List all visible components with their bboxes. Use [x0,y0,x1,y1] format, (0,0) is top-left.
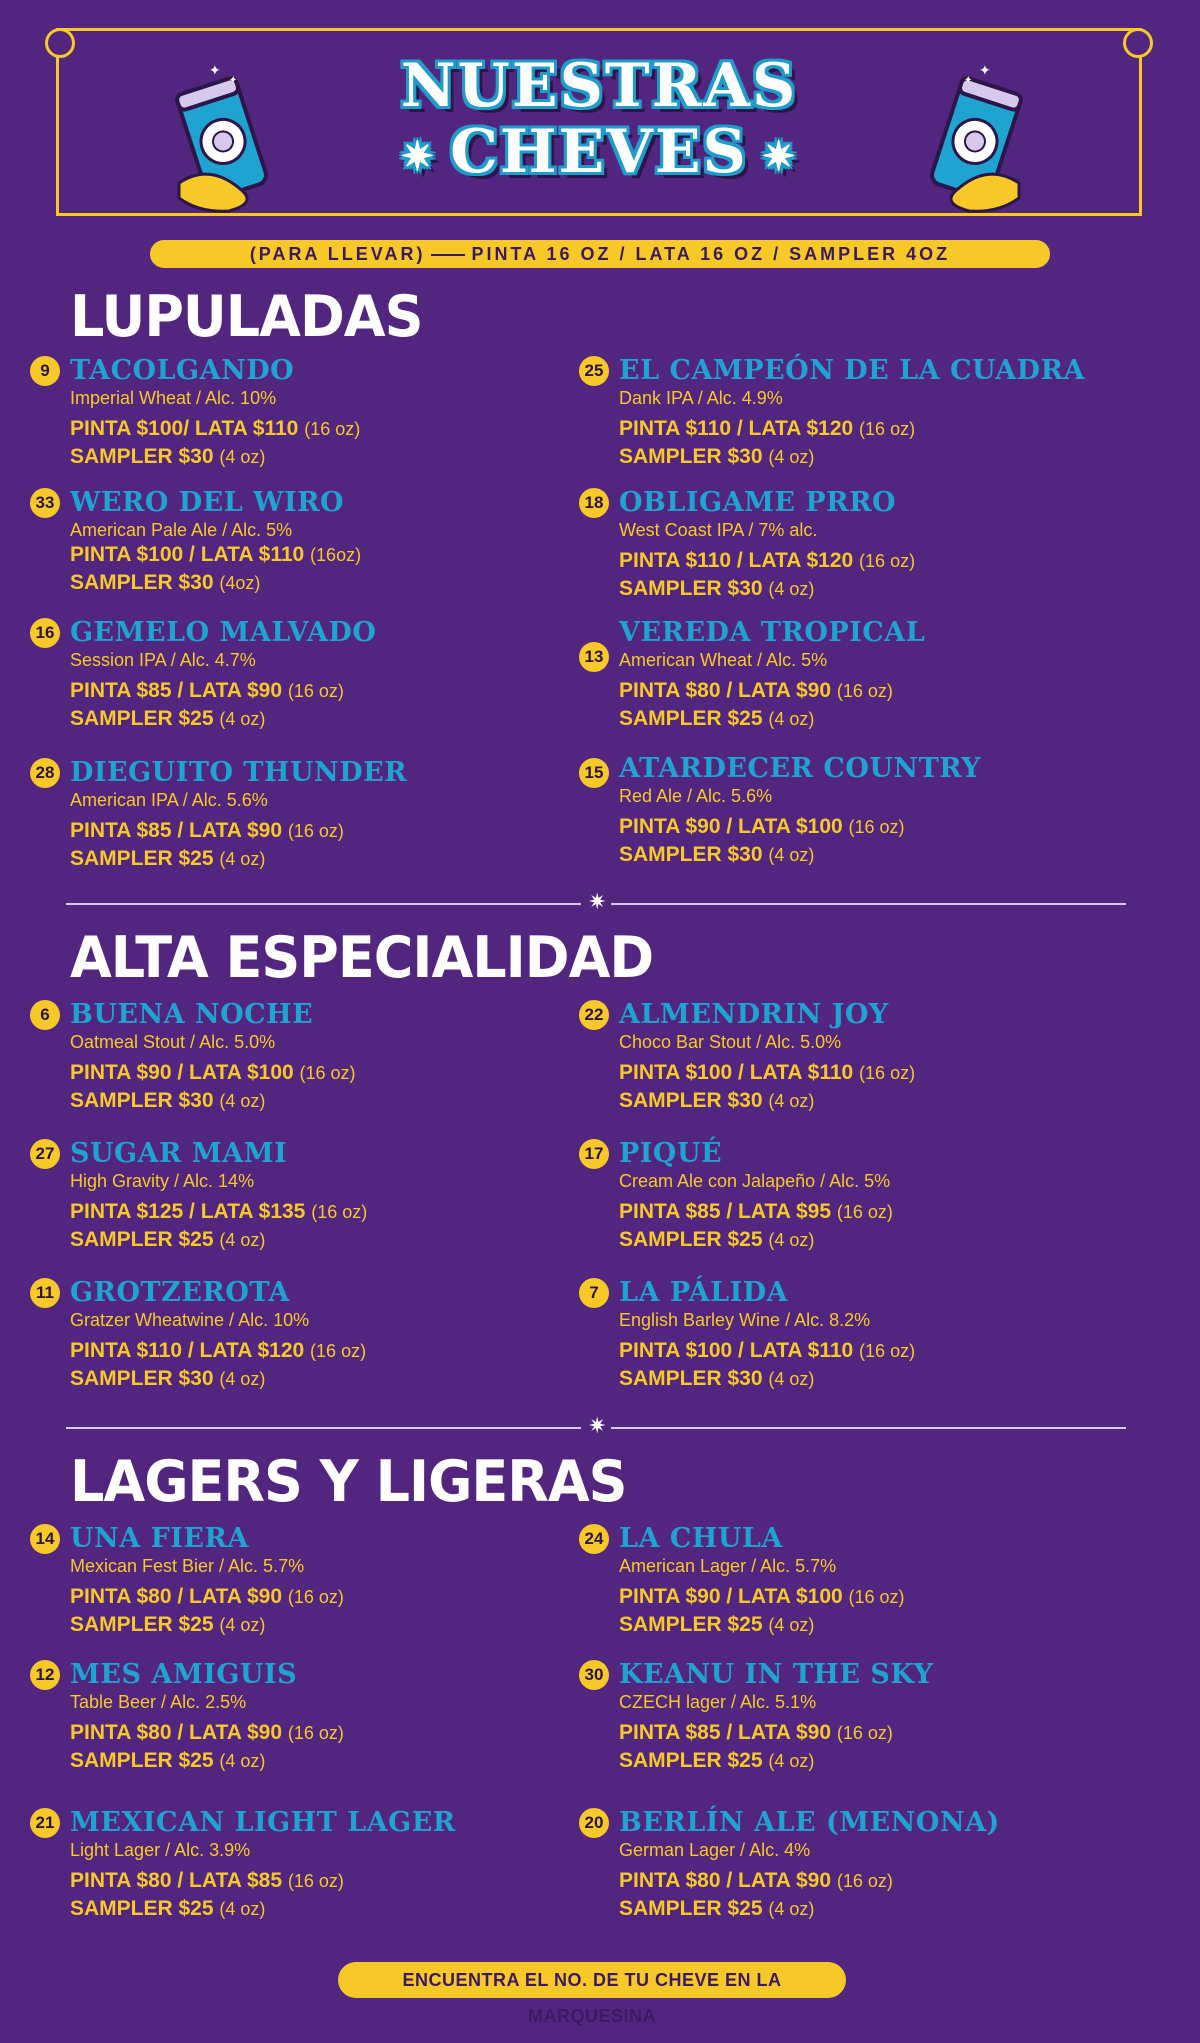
beer-style: Session IPA / Alc. 4.7% [70,650,256,670]
pinta-size: (16 oz) [299,1063,356,1083]
pinta-label: PINTA $100 / LATA $110 [619,1061,854,1084]
beer-number-badge: 6 [30,1000,60,1030]
beer-style: Oatmeal Stout / Alc. 5.0% [70,1032,276,1052]
sampler-size: (4 oz) [768,1899,815,1919]
divider-line [611,903,1126,905]
sampler-label: SAMPLER $25 [619,1897,763,1920]
sampler-size: (4 oz) [219,849,266,869]
sampler-size: (4 oz) [768,1751,815,1771]
beer-item [584,486,1099,603]
serving-right: PINTA 16 OZ / LATA 16 OZ / SAMPLER 4OZ [471,244,951,264]
beer-name: DIEGUITO THUNDER [70,757,408,788]
beer-name: BERLÍN ALE (MENONA) [619,1807,1000,1838]
beer-number-badge: 14 [30,1524,60,1554]
pinta-label: PINTA $100/ LATA $110 [70,417,299,440]
beer-sampler-price [70,1226,550,1254]
title-line-1: NUESTRAS [400,51,798,121]
beer-sampler-price [70,845,550,873]
beer-pinta-price [70,1059,550,1087]
pinta-label: PINTA $90 / LATA $100 [619,815,843,838]
beer-style: Table Beer / Alc. 2.5% [70,1692,247,1712]
sampler-label: SAMPLER $25 [70,707,214,730]
beer-style: Light Lager / Alc. 3.9% [70,1840,251,1860]
pinta-label: PINTA $80 / LATA $90 [70,1585,282,1608]
beer-item [584,354,1099,471]
sampler-size: (4 oz) [768,1369,815,1389]
pinta-size: (16 oz) [287,1871,344,1891]
beer-style: American Lager / Alc. 5.7% [619,1556,837,1576]
beer-item [589,1276,1099,1393]
pinta-label: PINTA $85 / LATA $95 [619,1200,831,1223]
beer-number-badge: 12 [30,1660,60,1690]
beer-style: Red Ale / Alc. 5.6% [619,786,773,806]
pinta-size: (16 oz) [848,817,905,837]
pinta-size: (16 oz) [287,1587,344,1607]
beer-name: ALMENDRIN JOY [619,999,889,1030]
beer-number-badge: 15 [579,758,609,788]
beer-sampler-price [619,1365,1099,1393]
pinta-size: (16 oz) [287,1723,344,1743]
beer-name: LA CHULA [619,1523,783,1554]
sampler-label: SAMPLER $25 [619,1749,763,1772]
beer-name: WERO DEL WIRO [70,487,345,518]
sampler-size: (4 oz) [219,1091,266,1111]
beer-pinta-price [70,1198,550,1226]
sampler-label: SAMPLER $25 [619,707,763,730]
sampler-size: (4 oz) [768,1230,815,1250]
sampler-label: SAMPLER $30 [70,571,214,594]
pinta-label: PINTA $90 / LATA $100 [619,1585,843,1608]
divider-line [66,1427,581,1429]
pinta-size: (16 oz) [310,1341,367,1361]
sampler-label: SAMPLER $30 [70,1089,214,1112]
pinta-label: PINTA $110 / LATA $120 [70,1339,305,1362]
pinta-label: PINTA $80 / LATA $90 [619,679,831,702]
beer-name: MEXICAN LIGHT LAGER [70,1807,456,1838]
beer-style: English Barley Wine / Alc. 8.2% [619,1310,871,1330]
beer-item [40,354,550,471]
star-icon: ✷ [588,1413,607,1438]
footer-banner: ENCUENTRA EL NO. DE TU CHEVE EN LA MARQUESINA [338,1962,846,1998]
sampler-size: (4 oz) [219,1230,266,1250]
beer-sampler-price [619,841,1099,869]
beer-sampler-price [619,1087,1099,1115]
beer-sampler-price [619,575,1099,603]
beer-style: Cream Ale con Jalapeño / Alc. 5% [619,1171,891,1191]
header-frame [56,28,1142,216]
beer-item [40,998,550,1115]
beer-number-badge: 27 [30,1139,60,1169]
pinta-label: PINTA $85 / LATA $90 [619,1721,831,1744]
pinta-label: PINTA $85 / LATA $90 [70,819,282,842]
pinta-label: PINTA $80 / LATA $85 [70,1869,282,1892]
section-title-alta-especialidad: ALTA ESPECIALIDAD [70,924,654,991]
serving-sizes-banner [150,240,1050,268]
beer-item [35,1658,550,1775]
beer-style: Dank IPA / Alc. 4.9% [619,388,783,408]
beer-pinta-price [619,1337,1099,1365]
pinta-label: PINTA $90 / LATA $100 [70,1061,294,1084]
beer-pinta-price [70,415,550,443]
beer-style: American IPA / Alc. 5.6% [70,790,268,810]
beer-style: High Gravity / Alc. 14% [70,1171,255,1191]
beer-sampler-price [70,1611,550,1639]
beer-sampler-price [619,1226,1099,1254]
beer-pinta-price [619,547,1099,575]
pinta-size: (16 oz) [287,681,344,701]
beer-item [35,1137,550,1254]
beer-sampler-price [619,443,1099,471]
sampler-size: (4 oz) [768,579,815,599]
sampler-label: SAMPLER $25 [619,1613,763,1636]
beer-item [584,1806,1099,1923]
beer-style: American Pale Ale / Alc. 5% [70,520,293,540]
sampler-label: SAMPLER $30 [619,577,763,600]
svg-text:✦: ✦ [979,63,991,78]
beer-sampler-price [70,1747,550,1775]
divider-line [611,1427,1126,1429]
star-icon: ✷ [588,889,607,914]
beer-style: CZECH lager / Alc. 5.1% [619,1692,817,1712]
pinta-label: PINTA $85 / LATA $90 [70,679,282,702]
beer-number-badge: 11 [30,1278,60,1308]
beer-style: West Coast IPA / 7% alc. [619,520,818,540]
svg-text:✦: ✦ [964,75,973,86]
sampler-size: (4 oz) [768,709,815,729]
beer-number-badge: 24 [579,1524,609,1554]
beer-sampler-price [619,705,1099,733]
beer-item [35,1806,550,1923]
sampler-label: SAMPLER $25 [70,1228,214,1251]
beer-pinta-price [70,1583,550,1611]
beer-can-illustration-right [919,63,1029,213]
beer-item [35,1522,550,1639]
beer-sampler-price [619,1611,1099,1639]
beer-pinta-price [70,1337,550,1365]
beer-name: GEMELO MALVADO [70,617,377,648]
beer-name: UNA FIERA [70,1523,249,1554]
divider-line [66,903,581,905]
beer-sampler-price [619,1747,1099,1775]
beer-item [584,616,1099,733]
beer-number-badge: 13 [579,642,609,672]
beer-item [584,1522,1099,1639]
sampler-label: SAMPLER $25 [619,1228,763,1251]
beer-name: EL CAMPEÓN DE LA CUADRA [619,355,1085,386]
sampler-size: (4 oz) [219,1615,266,1635]
section-title-lupuladas: LUPULADAS [70,283,423,350]
pinta-size: (16 oz) [311,1202,368,1222]
dash-divider [431,254,465,256]
beer-pinta-price [70,1719,550,1747]
beer-item [584,752,1099,869]
beer-number-badge: 7 [579,1278,609,1308]
beer-item [584,1137,1099,1254]
pinta-size: (16 oz) [836,1202,893,1222]
pinta-label: PINTA $100 / LATA $110 [619,1339,854,1362]
sampler-size: (4 oz) [219,1369,266,1389]
beer-number-badge: 9 [30,356,60,386]
beer-name: KEANU IN THE SKY [619,1659,934,1690]
beer-number-badge: 33 [30,488,60,518]
sampler-label: SAMPLER $30 [619,1089,763,1112]
sampler-label: SAMPLER $30 [619,843,763,866]
section-title-lagers-y-ligeras: LAGERS Y LIGERAS [70,1448,627,1515]
sampler-label: SAMPLER $30 [70,445,214,468]
pinta-label: PINTA $110 / LATA $120 [619,549,854,572]
sampler-size: (4oz) [219,573,261,593]
beer-pinta-price [619,813,1099,841]
serving-left: (PARA LLEVAR) [249,244,426,264]
beer-sampler-price [70,569,550,597]
beer-name: ATARDECER COUNTRY [619,753,982,784]
beer-item [36,1276,550,1393]
star-icon: ✷ [761,132,798,180]
sampler-size: (4 oz) [219,1899,266,1919]
pinta-size: (16 oz) [304,419,361,439]
sampler-label: SAMPLER $30 [619,445,763,468]
beer-sampler-price [70,443,550,471]
sampler-label: SAMPLER $30 [70,1367,214,1390]
pinta-size: (16 oz) [859,551,916,571]
pinta-size: (16 oz) [859,419,916,439]
sampler-label: SAMPLER $25 [70,1613,214,1636]
beer-name: PIQUÉ [619,1138,723,1169]
beer-number-badge: 17 [579,1139,609,1169]
beer-number-badge: 18 [579,488,609,518]
pinta-size: (16 oz) [859,1063,916,1083]
beer-name: TACOLGANDO [70,355,295,386]
pinta-size: (16oz) [310,545,362,565]
beer-pinta-price [619,1583,1099,1611]
beer-style: Gratzer Wheatwine / Alc. 10% [70,1310,310,1330]
sampler-label: SAMPLER $25 [70,1749,214,1772]
section-divider [66,1413,1126,1438]
beer-style: Imperial Wheat / Alc. 10% [70,388,277,408]
beer-number-badge: 28 [30,758,60,788]
beer-name: GROTZEROTA [70,1277,290,1308]
sampler-size: (4 oz) [219,709,266,729]
beer-pinta-price [70,817,550,845]
beer-name: MES AMIGUIS [70,1659,298,1690]
pinta-size: (16 oz) [848,1587,905,1607]
sampler-size: (4 oz) [768,1091,815,1111]
beer-number-badge: 16 [30,618,60,648]
beer-sampler-price [70,1087,550,1115]
beer-sampler-price [70,705,550,733]
beer-number-badge: 20 [579,1808,609,1838]
beer-name: VEREDA TROPICAL [619,617,926,648]
pinta-label: PINTA $80 / LATA $90 [70,1721,282,1744]
sampler-label: SAMPLER $25 [70,847,214,870]
beer-pinta-price [619,1719,1099,1747]
beer-style: German Lager / Alc. 4% [619,1840,811,1860]
beer-name: LA PÁLIDA [619,1277,789,1308]
beer-item [584,998,1099,1115]
beer-number-badge: 25 [579,356,609,386]
svg-text:✦: ✦ [209,63,221,78]
beer-number-badge: 22 [579,1000,609,1030]
section-divider [66,889,1126,914]
beer-item [35,486,550,597]
beer-name: OBLIGAME PRRO [619,487,897,518]
sampler-size: (4 oz) [768,1615,815,1635]
beer-number-badge: 30 [579,1660,609,1690]
pinta-size: (16 oz) [287,821,344,841]
beer-pinta-price [619,677,1099,705]
sampler-label: SAMPLER $30 [619,1367,763,1390]
pinta-size: (16 oz) [859,1341,916,1361]
beer-item [584,1658,1099,1775]
sampler-size: (4 oz) [219,1751,266,1771]
beer-pinta-price [619,1059,1099,1087]
pinta-label: PINTA $125 / LATA $135 [70,1200,306,1223]
beer-sampler-price [619,1895,1099,1923]
pinta-size: (16 oz) [836,1723,893,1743]
beer-sampler-price [70,1895,550,1923]
svg-text:✦: ✦ [229,75,238,86]
beer-pinta-price [619,1867,1099,1895]
sampler-size: (4 oz) [768,845,815,865]
beer-pinta-price [619,415,1099,443]
beer-pinta-price [70,677,550,705]
beer-name: BUENA NOCHE [70,999,314,1030]
pinta-size: (16 oz) [836,1871,893,1891]
beer-item [35,756,550,873]
pinta-label: PINTA $100 / LATA $110 [70,543,305,566]
sampler-size: (4 oz) [219,447,266,467]
beer-pinta-price [619,1198,1099,1226]
sampler-label: SAMPLER $25 [70,1897,214,1920]
beer-style: American Wheat / Alc. 5% [619,650,828,670]
pinta-label: PINTA $110 / LATA $120 [619,417,854,440]
pinta-size: (16 oz) [836,681,893,701]
beer-name: SUGAR MAMI [70,1138,288,1169]
beer-item [35,616,550,733]
beer-sampler-price [70,1365,550,1393]
sampler-size: (4 oz) [768,447,815,467]
beer-style: Choco Bar Stout / Alc. 5.0% [619,1032,842,1052]
beer-pinta-price [70,1867,550,1895]
pinta-label: PINTA $80 / LATA $90 [619,1869,831,1892]
beer-pinta-price [70,541,550,569]
title-line-2-text: CHEVES [450,117,748,187]
beer-number-badge: 21 [30,1808,60,1838]
beer-style: Mexican Fest Bier / Alc. 5.7% [70,1556,305,1576]
star-icon: ✷ [400,132,437,180]
